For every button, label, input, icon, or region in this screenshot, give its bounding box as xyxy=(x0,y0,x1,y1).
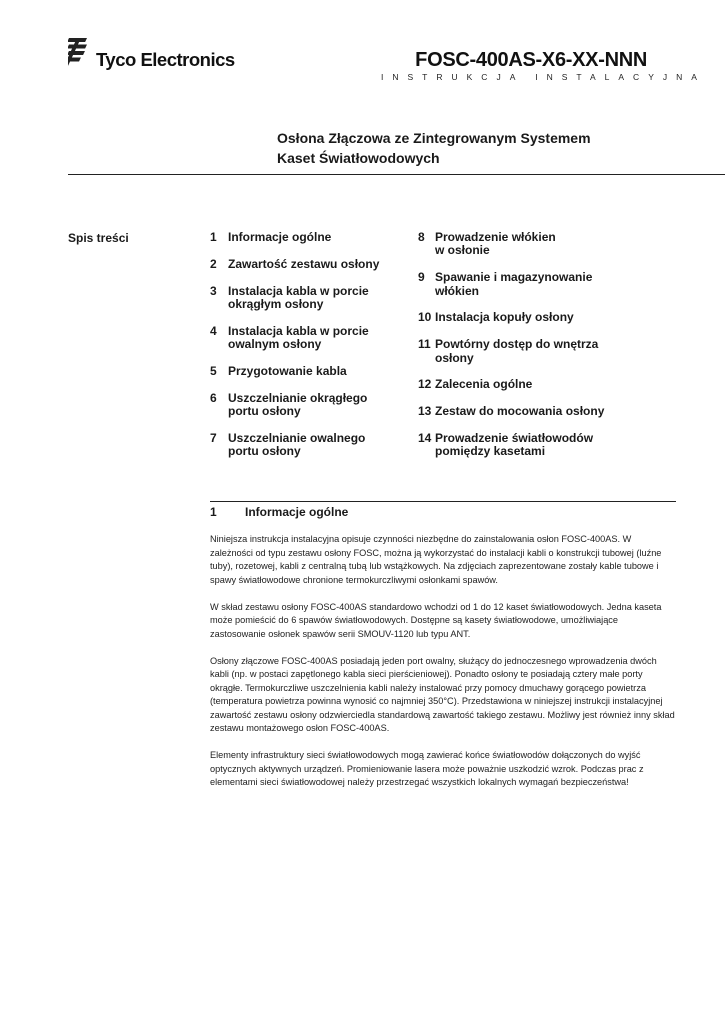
toc-item-number: 9 xyxy=(418,270,425,285)
toc-item-label: Zalecenia ogólne xyxy=(435,377,533,392)
toc-item-label-cont: portu osłony xyxy=(228,404,301,419)
toc-item-number: 14 xyxy=(418,431,432,445)
toc-item[interactable] xyxy=(210,231,410,244)
toc-column-right xyxy=(418,231,658,472)
toc-item-label: Uszczelnianie okrągłego xyxy=(228,390,368,405)
toc-item[interactable] xyxy=(210,432,410,459)
toc-heading: Spis treści xyxy=(68,231,129,245)
toc-item-label-cont: osłony xyxy=(435,350,474,365)
toc-item-label: Przygotowanie kabla xyxy=(228,364,347,378)
toc-item-number: 6 xyxy=(210,390,217,405)
section-number: 1 xyxy=(210,505,217,519)
toc-item[interactable] xyxy=(418,271,658,298)
toc-item[interactable] xyxy=(210,285,410,312)
toc-item-number: 10 xyxy=(418,310,432,325)
toc-item-label: Prowadzenie światłowodów xyxy=(435,431,594,445)
toc-column-left xyxy=(210,231,410,472)
section-body xyxy=(210,533,676,803)
toc-item-label: Prowadzenie włókien xyxy=(435,230,556,244)
toc-item-number: 11 xyxy=(418,337,431,352)
toc-item-number: 12 xyxy=(418,377,432,392)
title-divider xyxy=(68,174,725,175)
document-title xyxy=(277,128,591,168)
document-title-line: Kaset Światłowodowych xyxy=(277,150,440,166)
toc-item-number: 4 xyxy=(210,323,217,338)
toc-item-label-cont: portu osłony xyxy=(228,444,301,459)
toc-item[interactable] xyxy=(418,378,658,391)
section-divider xyxy=(210,501,676,502)
section-title: Informacje ogólne xyxy=(245,505,349,519)
toc-item-label: Instalacja kopuły osłony xyxy=(435,310,574,325)
document-subtitle: INSTRUKCJA INSTALACYJNA xyxy=(381,72,706,82)
toc-item-label: Instalacja kabla w porcie xyxy=(228,283,369,298)
body-paragraph: Niniejsza instrukcja instalacyjna opisuje czynności niezbędne do zainstalowania osłon FOSC-400AS. W zależności od typu zestawu osłony FOSC, można ją wykorzystać do instalacji kabli o konstrukcji tubowej (luźne tuby), rozetowej, kabli z centralną tubą lub wstążkowych. Na zdjęciach zaprezentowane zostały kable tubowe i spawy światłowodowe chronione termokurczliwymi osłonkami spawów. xyxy=(210,534,662,585)
toc-item-label: Zawartość zestawu osłony xyxy=(228,256,380,271)
toc-item[interactable] xyxy=(210,365,410,378)
brand-name: Tyco Electronics xyxy=(96,49,235,70)
toc-item[interactable] xyxy=(418,405,658,418)
toc-item-number: 7 xyxy=(210,431,217,445)
tyco-logo-icon xyxy=(68,38,94,68)
document-title-line: Osłona Złączowa ze Zintegrowanym Systemem xyxy=(277,130,591,146)
company-logo xyxy=(68,38,248,72)
toc-item-label: Powtórny dostęp do wnętrza xyxy=(435,337,599,352)
toc-item[interactable] xyxy=(210,258,410,271)
toc-item-label-cont: pomiędzy kasetami xyxy=(435,444,546,459)
toc-item-number: 2 xyxy=(210,256,217,271)
toc-item-label: Zestaw do mocowania osłony xyxy=(435,404,605,419)
toc-item[interactable] xyxy=(210,392,410,419)
document-code: FOSC-400AS-X6-XX-NNN xyxy=(415,49,647,71)
toc-item-number: 13 xyxy=(418,404,432,419)
toc-item-label-cont: włókien xyxy=(435,283,480,298)
toc-item[interactable] xyxy=(418,432,658,459)
toc-item[interactable] xyxy=(418,311,658,324)
toc-item-number: 8 xyxy=(418,230,425,244)
section-heading xyxy=(210,505,348,519)
toc-item-number: 1 xyxy=(210,230,217,244)
toc-item-label: Instalacja kabla w porcie xyxy=(228,323,369,338)
toc-item[interactable] xyxy=(418,231,658,258)
body-paragraph: Osłony złączowe FOSC-400AS posiadają jeden port owalny, służący do jednoczesnego wprowadzenia dwóch kabli (np. w postaci zapętlonego kabla sieci pierścieniowej). Ponadto osłony te posiadają cztery małe porty okrągłe. Termokurczliwe uszczelnienia kabli należy instalować przy pomocy dmuchawy gorącego powietrza (temperatura powietrza powinna wynosić co najmniej 350°C). Przedstawiona w niniejszej instrukcji instalacyjnej zawartość zestawu osłony odzwierciedla standardową zawartość takiego zestawu. Możliwy jest również inny skład zestawu montażowego osłon FOSC-400AS. xyxy=(210,655,675,733)
toc-item[interactable] xyxy=(210,325,410,352)
toc-item-label-cont: okrągłym osłony xyxy=(228,297,324,311)
body-paragraph: Elementy infrastruktury sieci światłowodowych mogą zawierać końce światłowodów dołączonych do wyjść optycznych aktywnych urządzeń. Promieniowanie lasera może poważnie uszkodzić wzrok. Podczas prac z elementami sieci światłowodowej należy przestrzegać wszystkich lokalnych wymagań bezpieczeństwa! xyxy=(210,750,644,787)
toc-item-label: Uszczelnianie owalnego xyxy=(228,431,366,445)
toc-item-label-cont: w osłonie xyxy=(435,243,490,258)
toc-item-label: Informacje ogólne xyxy=(228,230,332,244)
toc-item[interactable] xyxy=(418,338,658,365)
toc-item-label: Spawanie i magazynowanie xyxy=(435,270,593,285)
toc-item-number: 3 xyxy=(210,283,217,298)
body-paragraph: W skład zestawu osłony FOSC-400AS standardowo wchodzi od 1 do 12 kaset światłowodowych. Jedna kaseta może pomieścić do 6 spawów światłowodowych. Dostępne są kasety światłowodowe, umożliwiające zastosowanie osłonek spawów serii SMOUV-1120 lub typu ANT. xyxy=(210,601,662,639)
toc-item-label-cont: owalnym osłony xyxy=(228,337,322,352)
toc-item-number: 5 xyxy=(210,364,217,378)
